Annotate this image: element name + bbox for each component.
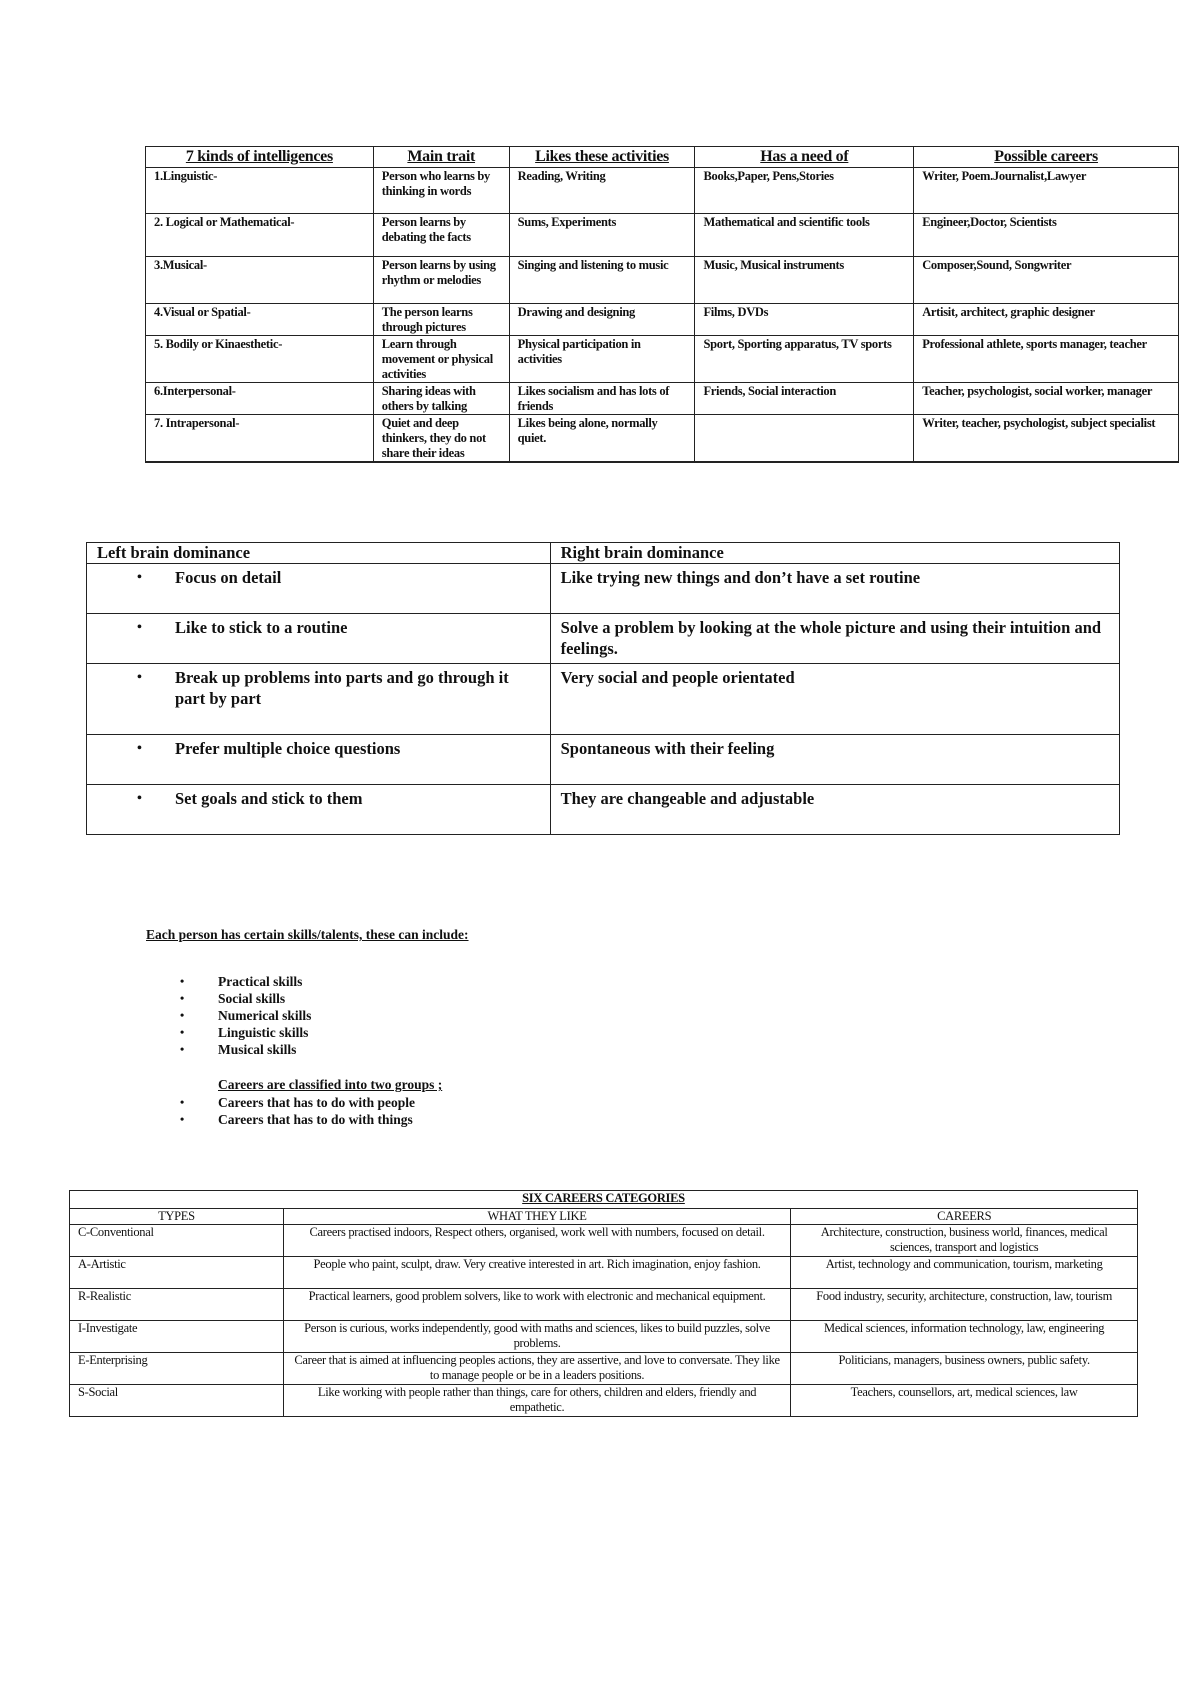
col-header-intelligences: 7 kinds of intelligences bbox=[146, 147, 374, 168]
table-cell: Mathematical and scientific tools bbox=[695, 214, 914, 257]
table-row bbox=[146, 415, 1179, 463]
table-cell bbox=[87, 735, 551, 785]
table-cell: Writer, Poem.Journalist,Lawyer bbox=[914, 168, 1179, 214]
col-header-right-brain: Right brain dominance bbox=[550, 543, 1119, 564]
col-header-careers: Possible careers bbox=[914, 147, 1179, 168]
list-item bbox=[180, 1024, 311, 1041]
table-cell: Writer, teacher, psychologist, subject specialist bbox=[914, 415, 1179, 463]
table-cell bbox=[695, 415, 914, 463]
table-title-row bbox=[70, 1191, 1138, 1209]
list-item-text: Careers that has to do with things bbox=[218, 1112, 413, 1127]
table-row bbox=[70, 1225, 1138, 1257]
table-cell: Engineer,Doctor, Scientists bbox=[914, 214, 1179, 257]
table-cell: Person who learns by thinking in words bbox=[373, 168, 509, 214]
list-item bbox=[180, 1007, 311, 1024]
table-header-row bbox=[87, 543, 1120, 564]
table-cell: Quiet and deep thinkers, they do not share their ideas bbox=[373, 415, 509, 463]
list-item bbox=[180, 1041, 311, 1058]
table-cell: Singing and listening to music bbox=[509, 257, 695, 304]
table-cell: Friends, Social interaction bbox=[695, 383, 914, 415]
table-cell: Person learns by using rhythm or melodies bbox=[373, 257, 509, 304]
table-cell: 4.Visual or Spatial- bbox=[146, 304, 374, 336]
table-row bbox=[146, 257, 1179, 304]
col-header-careers: CAREERS bbox=[791, 1209, 1138, 1225]
table-cell: People who paint, sculpt, draw. Very creative interested in art. Rich imagination, enjoy fashion. bbox=[283, 1257, 790, 1289]
list-item-text: Careers that has to do with people bbox=[218, 1095, 415, 1110]
bullet-icon: • bbox=[137, 620, 142, 635]
table-row bbox=[87, 564, 1120, 614]
bullet-text: Set goals and stick to them bbox=[175, 789, 363, 808]
table-cell: 5. Bodily or Kinaesthetic- bbox=[146, 336, 374, 383]
table-cell: A-Artistic bbox=[70, 1257, 284, 1289]
table-row bbox=[70, 1321, 1138, 1353]
table-cell: Like working with people rather than things, care for others, children and elders, friendly and empathetic. bbox=[283, 1385, 790, 1417]
table-cell bbox=[87, 785, 551, 835]
table-row bbox=[146, 214, 1179, 257]
table-cell: They are changeable and adjustable bbox=[550, 785, 1119, 835]
table-row bbox=[87, 664, 1120, 735]
table-cell: Professional athlete, sports manager, teacher bbox=[914, 336, 1179, 383]
table-row bbox=[70, 1385, 1138, 1417]
careers-groups-heading: Careers are classified into two groups ; bbox=[218, 1077, 443, 1092]
careers-categories-table bbox=[69, 1190, 1138, 1417]
table-row bbox=[146, 168, 1179, 214]
table-row bbox=[70, 1289, 1138, 1321]
brain-dominance-table bbox=[86, 542, 1120, 835]
table-row bbox=[146, 336, 1179, 383]
table-cell: Teacher, psychologist, social worker, manager bbox=[914, 383, 1179, 415]
table-row bbox=[87, 735, 1120, 785]
bullet-icon: • bbox=[180, 974, 185, 988]
col-header-likes: Likes these activities bbox=[509, 147, 695, 168]
table-cell: 6.Interpersonal- bbox=[146, 383, 374, 415]
list-item-text: Numerical skills bbox=[218, 1008, 312, 1023]
col-header-what-they-like: WHAT THEY LIKE bbox=[283, 1209, 790, 1225]
bullet-icon: • bbox=[180, 991, 185, 1005]
table-row bbox=[70, 1257, 1138, 1289]
table-cell: 1.Linguistic- bbox=[146, 168, 374, 214]
table-cell: E-Enterprising bbox=[70, 1353, 284, 1385]
skills-list bbox=[180, 973, 311, 1058]
col-header-main-trait: Main trait bbox=[373, 147, 509, 168]
table-cell: C-Conventional bbox=[70, 1225, 284, 1257]
table-cell: Composer,Sound, Songwriter bbox=[914, 257, 1179, 304]
table-cell: Spontaneous with their feeling bbox=[550, 735, 1119, 785]
bullet-icon: • bbox=[137, 741, 142, 756]
table-row bbox=[87, 614, 1120, 664]
table-cell: Reading, Writing bbox=[509, 168, 695, 214]
table-title: SIX CAREERS CATEGORIES bbox=[70, 1191, 1138, 1209]
table-cell: Films, DVDs bbox=[695, 304, 914, 336]
table-cell: Sport, Sporting apparatus, TV sports bbox=[695, 336, 914, 383]
intelligences-table bbox=[145, 146, 1179, 463]
bullet-text: Focus on detail bbox=[175, 568, 282, 587]
table-cell: Likes socialism and has lots of friends bbox=[509, 383, 695, 415]
table-cell: R-Realistic bbox=[70, 1289, 284, 1321]
list-item bbox=[180, 990, 311, 1007]
table-cell: Person is curious, works independently, good with maths and sciences, likes to build puzzles, solve problems. bbox=[283, 1321, 790, 1353]
career-groups-list bbox=[180, 1094, 415, 1128]
table-cell bbox=[87, 614, 551, 664]
list-item bbox=[180, 973, 311, 990]
table-cell bbox=[87, 664, 551, 735]
bullet-icon: • bbox=[137, 791, 142, 806]
list-item bbox=[180, 1111, 415, 1128]
table-cell: Likes being alone, normally quiet. bbox=[509, 415, 695, 463]
col-header-left-brain: Left brain dominance bbox=[87, 543, 551, 564]
table-cell bbox=[87, 564, 551, 614]
table-cell: Learn through movement or physical activities bbox=[373, 336, 509, 383]
table-cell: Practical learners, good problem solvers, like to work with electronic and mechanical equipment. bbox=[283, 1289, 790, 1321]
bullet-icon: • bbox=[180, 1042, 185, 1056]
table-cell: Music, Musical instruments bbox=[695, 257, 914, 304]
table-cell: 3.Musical- bbox=[146, 257, 374, 304]
table-row bbox=[146, 383, 1179, 415]
table-cell: Drawing and designing bbox=[509, 304, 695, 336]
table-cell: Food industry, security, architecture, construction, law, tourism bbox=[791, 1289, 1138, 1321]
table-header-row bbox=[146, 147, 1179, 168]
table-cell: Books,Paper, Pens,Stories bbox=[695, 168, 914, 214]
table-cell: Architecture, construction, business world, finances, medical sciences, transport and logistics bbox=[791, 1225, 1138, 1257]
table-cell: The person learns through pictures bbox=[373, 304, 509, 336]
bullet-text: Like to stick to a routine bbox=[175, 618, 348, 637]
table-cell: Sharing ideas with others by talking bbox=[373, 383, 509, 415]
table-cell: I-Investigate bbox=[70, 1321, 284, 1353]
table-cell: Solve a problem by looking at the whole picture and using their intuition and feelings. bbox=[550, 614, 1119, 664]
skills-heading: Each person has certain skills/talents, these can include: bbox=[146, 927, 469, 942]
table-cell: Very social and people orientated bbox=[550, 664, 1119, 735]
list-item-text: Linguistic skills bbox=[218, 1025, 309, 1040]
table-cell: Teachers, counsellors, art, medical sciences, law bbox=[791, 1385, 1138, 1417]
table-cell: Sums, Experiments bbox=[509, 214, 695, 257]
table-cell: Artisit, architect, graphic designer bbox=[914, 304, 1179, 336]
table-cell: 2. Logical or Mathematical- bbox=[146, 214, 374, 257]
list-item-text: Social skills bbox=[218, 991, 286, 1006]
table-cell: Careers practised indoors, Respect others, organised, work well with numbers, focused on detail. bbox=[283, 1225, 790, 1257]
bullet-icon: • bbox=[180, 1025, 185, 1039]
list-item-text: Practical skills bbox=[218, 974, 303, 989]
bullet-icon: • bbox=[180, 1008, 185, 1022]
bullet-icon: • bbox=[137, 670, 142, 685]
table-cell: Artist, technology and communication, tourism, marketing bbox=[791, 1257, 1138, 1289]
table-row bbox=[146, 304, 1179, 336]
table-cell: 7. Intrapersonal- bbox=[146, 415, 374, 463]
table-cell: Like trying new things and don’t have a set routine bbox=[550, 564, 1119, 614]
list-item bbox=[180, 1094, 415, 1111]
table-cell: Career that is aimed at influencing peoples actions, they are assertive, and love to conversate. They like to manage people or be in a leaders positions. bbox=[283, 1353, 790, 1385]
bullet-icon: • bbox=[180, 1112, 185, 1126]
table-header-row bbox=[70, 1209, 1138, 1225]
table-cell: Politicians, managers, business owners, public safety. bbox=[791, 1353, 1138, 1385]
table-cell: Medical sciences, information technology, law, engineering bbox=[791, 1321, 1138, 1353]
bullet-icon: • bbox=[137, 570, 142, 585]
col-header-needs: Has a need of bbox=[695, 147, 914, 168]
table-row bbox=[70, 1353, 1138, 1385]
col-header-types: TYPES bbox=[70, 1209, 284, 1225]
list-item-text: Musical skills bbox=[218, 1042, 297, 1057]
table-cell: Person learns by debating the facts bbox=[373, 214, 509, 257]
bullet-icon: • bbox=[180, 1095, 185, 1109]
table-row bbox=[87, 785, 1120, 835]
bullet-text: Break up problems into parts and go through it part by part bbox=[175, 668, 509, 708]
bullet-text: Prefer multiple choice questions bbox=[175, 739, 401, 758]
table-cell: S-Social bbox=[70, 1385, 284, 1417]
table-cell: Physical participation in activities bbox=[509, 336, 695, 383]
